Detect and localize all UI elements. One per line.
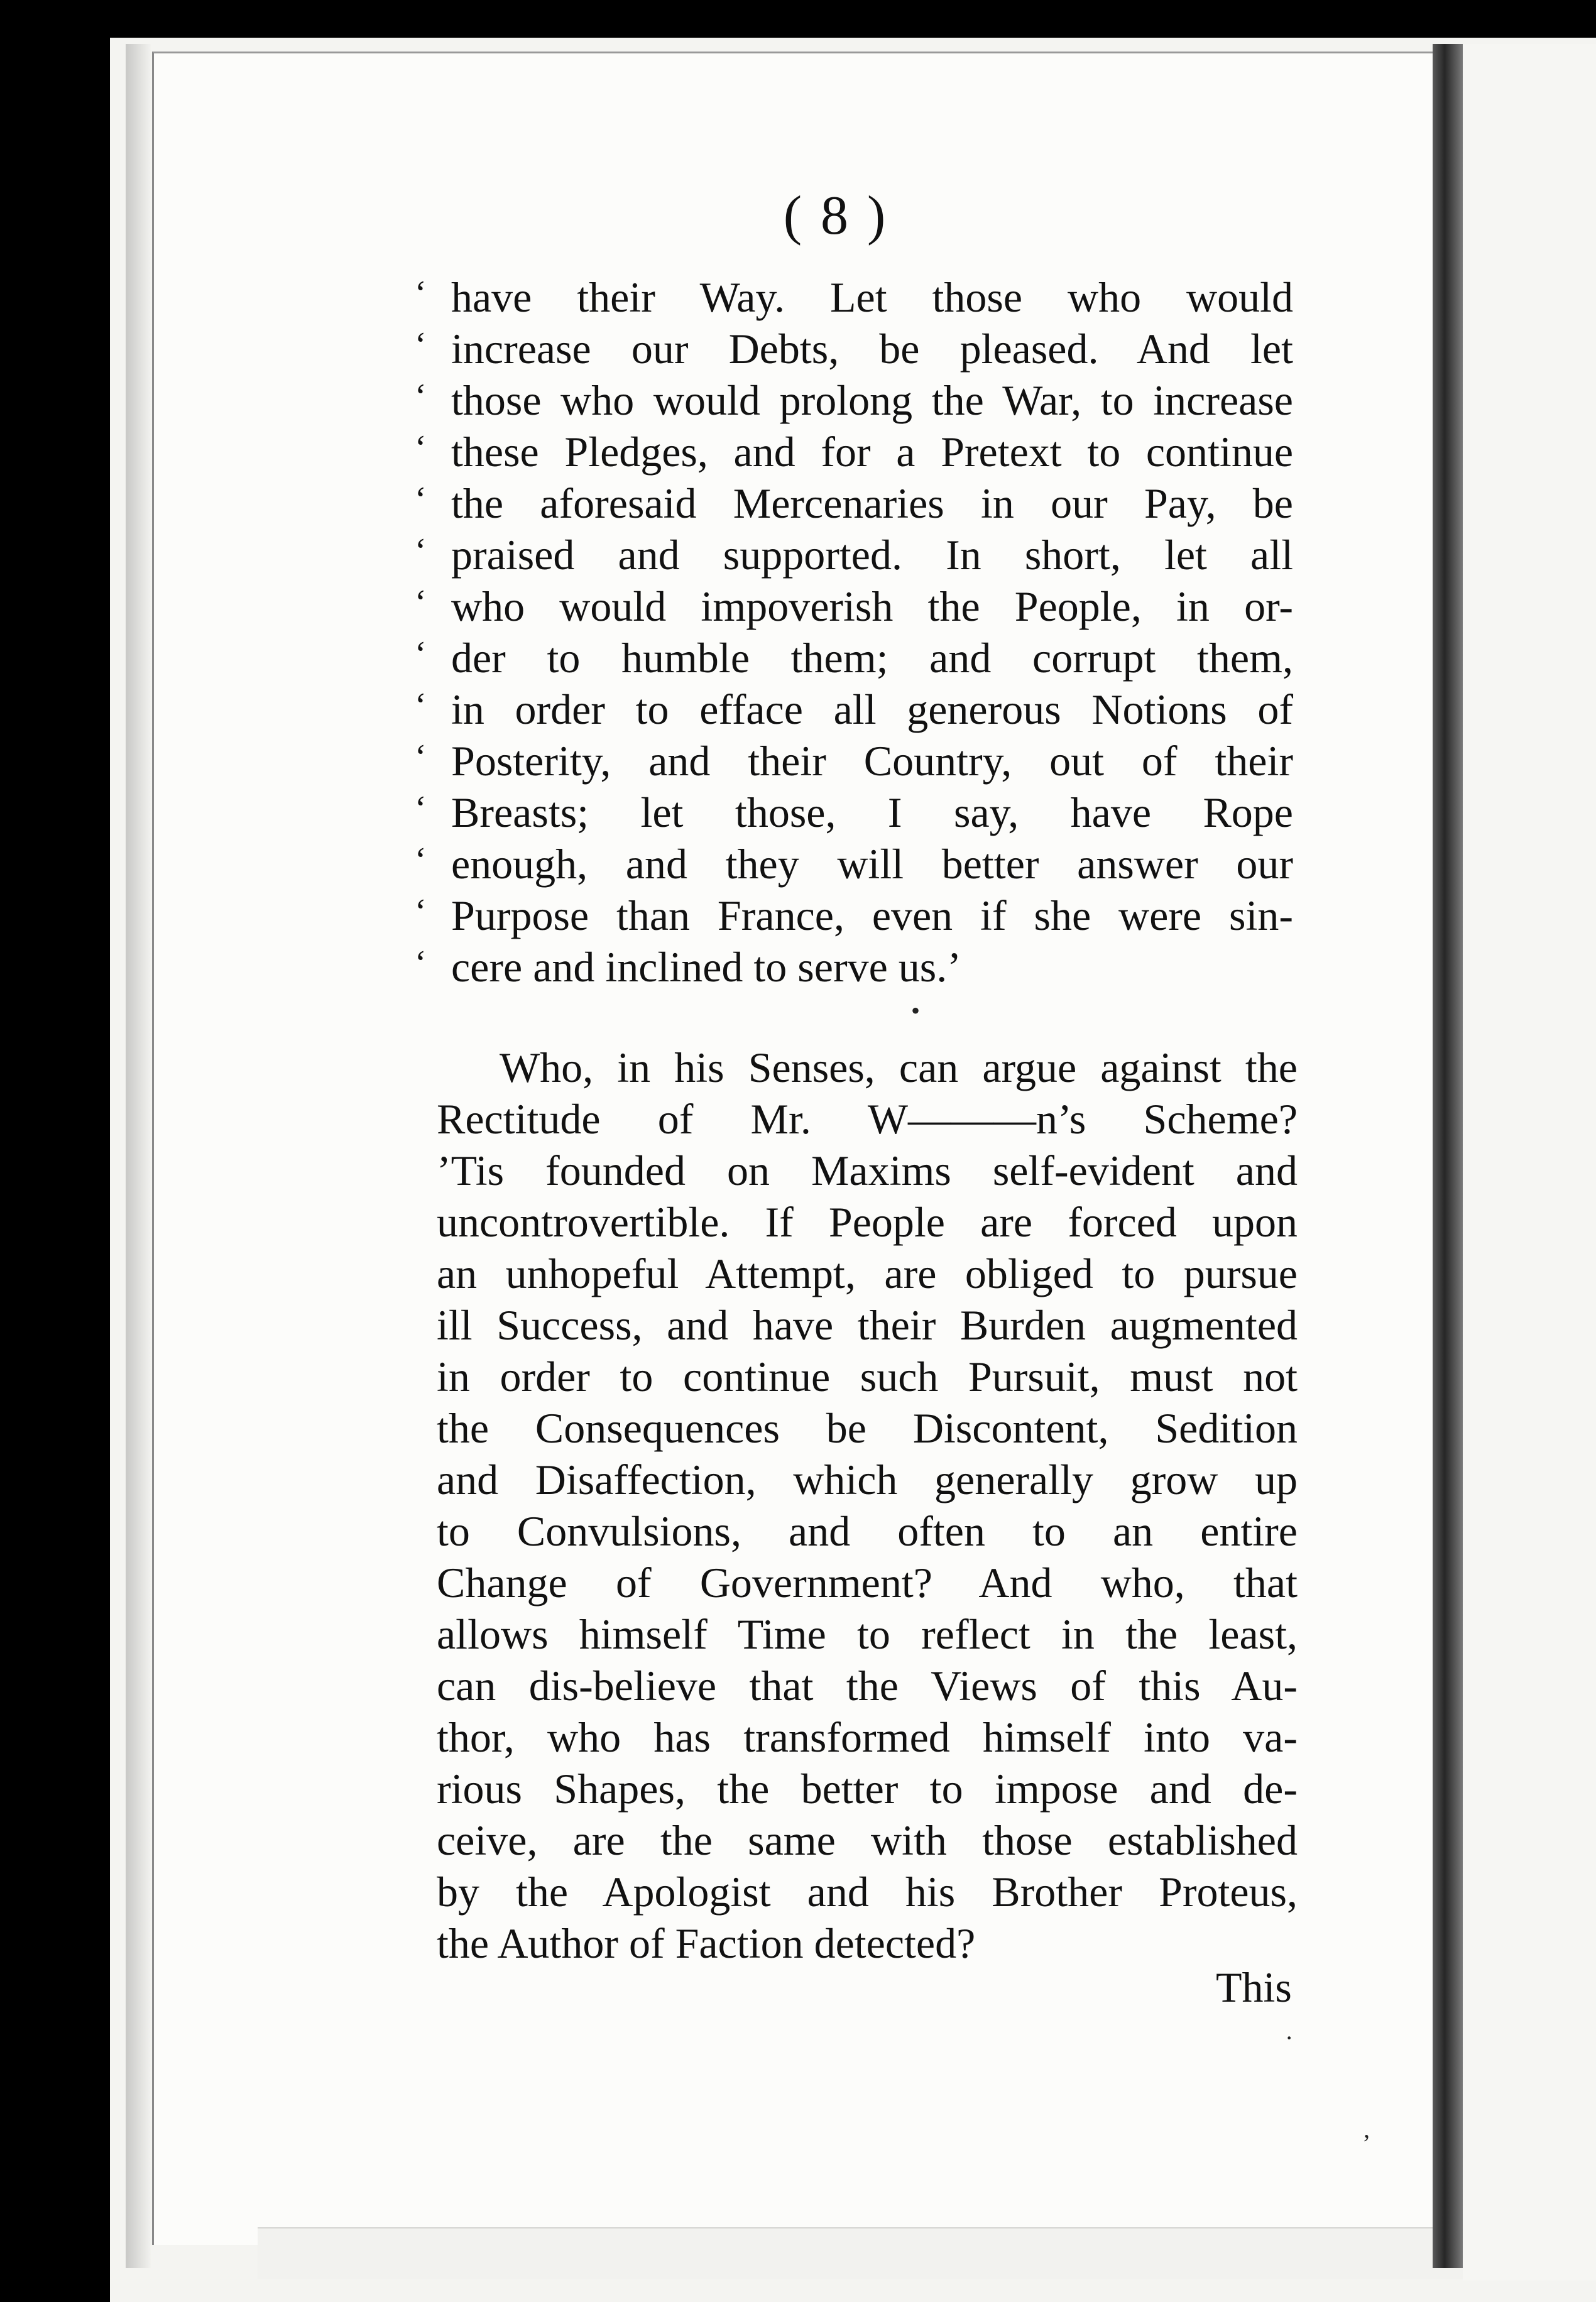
quote-mark: ‘ [415,274,427,313]
paragraph-line: ceive, are the same with those established [437,1816,1298,1864]
quote-line-text: der to humble them; and corrupt them, [451,634,1293,682]
quote-line [415,787,1294,838]
quote-line [415,581,1294,632]
paragraph-line: Who, in his Senses, can argue against the [500,1044,1298,1091]
quote-mark: ‘ [415,738,427,777]
paragraph-line: the Consequences be Discontent, Sedition [437,1404,1298,1452]
quote-line-text: in order to efface all generous Notions of [451,685,1293,733]
paragraph-line: rious Shapes, the better to impose and de- [437,1765,1298,1813]
quote-mark: ‘ [415,944,427,983]
paragraph-line: ’Tis founded on Maxims self-evident and [437,1147,1298,1194]
quote-mark: ‘ [415,583,427,622]
quote-mark: ‘ [415,635,427,674]
quote-line [415,323,1294,374]
catchword: This [1216,1963,1292,2011]
quote-line-text: cere and inclined to serve us.’ [451,943,961,991]
paragraph-line: Rectitude of Mr. W———n’s Scheme? [437,1095,1298,1143]
paragraph-line: in order to continue such Pursuit, must not [437,1353,1298,1400]
quote-line-text: have their Way. Let those who would [451,273,1293,321]
quote-line-text: those who would prolong the War, to increase [451,376,1293,424]
next-page-edge [1463,44,1596,2281]
paragraph-line: can dis-believe that the Views of this Au- [437,1662,1298,1710]
quote-line [415,735,1294,787]
paragraph-line: to Convulsions, and often to an entire [437,1507,1298,1555]
quote-mark: ‘ [415,325,427,364]
ink-speck: • [911,996,921,1025]
quote-mark: ‘ [415,480,427,519]
quote-line-text: who would impoverish the People, in or- [451,582,1293,630]
quote-mark: ‘ [415,892,427,931]
paragraph-line: the Author of Faction detected? [437,1919,976,1967]
paragraph-line: an unhopeful Attempt, are obliged to pursue [437,1250,1298,1297]
quote-line-text: Breasts; let those, I say, have Rope [451,788,1293,836]
quote-line [415,374,1294,426]
page-number: ( 8 ) [783,185,888,246]
quote-line [415,941,1294,993]
paragraph-line: uncontrovertible. If People are forced upon [437,1198,1298,1246]
paragraph-line: Change of Government? And who, that [437,1559,1298,1606]
quote-line [415,426,1294,477]
quote-line-text: the aforesaid Mercenaries in our Pay, be [451,479,1293,527]
quote-line [415,684,1294,735]
quote-mark: ‘ [415,377,427,416]
quote-line-text: Purpose than France, even if she were sin- [451,892,1293,939]
quoted-passage [415,271,1294,993]
paragraph-line: ill Success, and have their Burden augmented [437,1301,1298,1349]
quote-line-text: enough, and they will better answer our [451,840,1293,888]
quote-mark: ‘ [415,532,427,570]
ink-speck: · [1285,2024,1294,2052]
quote-line-text: praised and supported. In short, let all [451,531,1293,579]
quote-line [415,890,1294,941]
quote-mark: ‘ [415,428,427,467]
quote-mark: ‘ [415,841,427,880]
quote-line-text: Posterity, and their Country, out of their [451,737,1293,785]
quote-mark: ‘ [415,789,427,828]
quote-line-text: increase our Debts, be pleased. And let [451,325,1293,373]
quote-line [415,632,1294,684]
page-gutter-fold [1433,44,1463,2268]
quote-line [415,529,1294,581]
paragraph-line: by the Apologist and his Brother Proteus, [437,1868,1298,1916]
binding-shadow [126,44,151,2268]
quote-line [415,477,1294,529]
quote-line [415,271,1294,323]
body-paragraph [437,1042,1298,1969]
quote-line [415,838,1294,890]
ink-speck: , [1364,2115,1370,2143]
paragraph-line: allows himself Time to reflect in the least, [437,1610,1298,1658]
quote-mark: ‘ [415,686,427,725]
paragraph-line: thor, who has transformed himself into va- [437,1713,1298,1761]
page-bottom-edge [258,2227,1470,2279]
quote-line-text: these Pledges, and for a Pretext to continue [451,428,1293,476]
paragraph-line: and Disaffection, which generally grow up [437,1456,1298,1503]
